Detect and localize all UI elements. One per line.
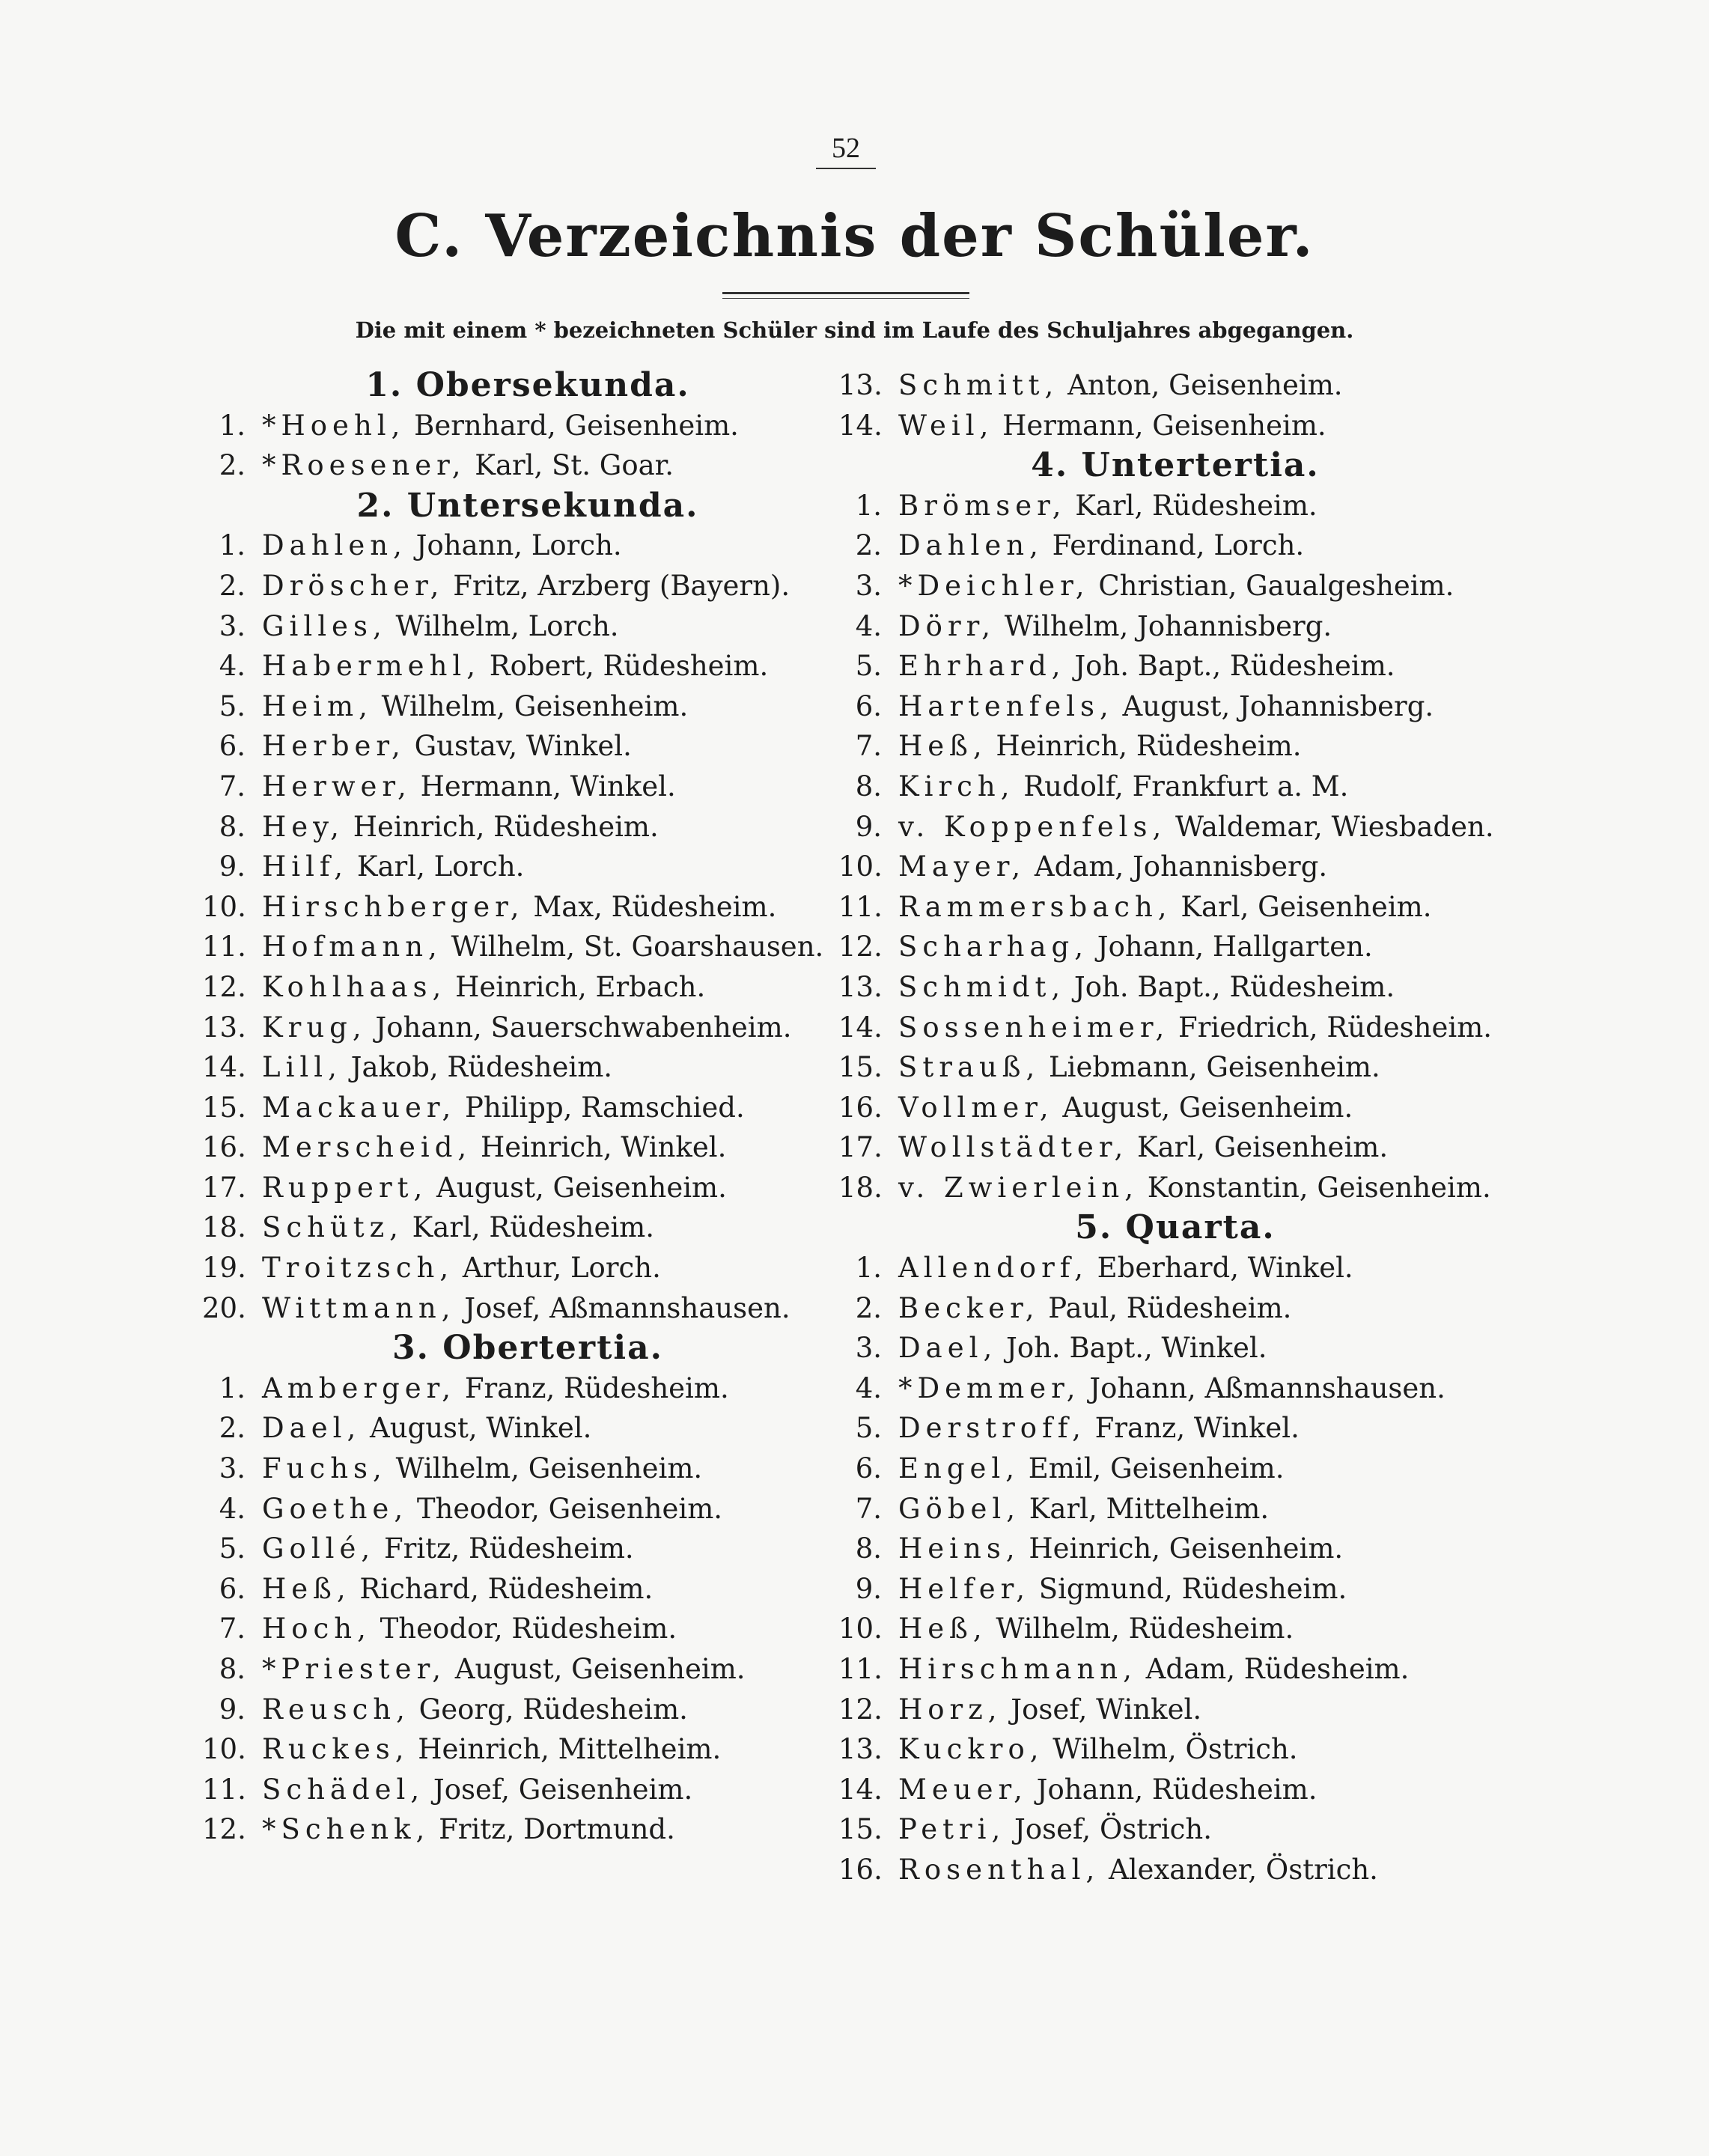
- student-entry: [838, 1008, 1512, 1048]
- student-details: Josef, Winkel.: [1011, 1693, 1202, 1726]
- student-surname: Schmitt,: [898, 369, 1059, 401]
- page-subtitle: Die mit einem * bezeichneten Schüler sind im Laufe des Schuljahres abgegangen.: [355, 317, 1354, 343]
- student-surname: Merscheid,: [262, 1131, 472, 1164]
- student-details: Alexander, Östrich.: [1108, 1853, 1378, 1886]
- student-entry: [202, 807, 853, 847]
- student-surname: *Schenk,: [262, 1813, 430, 1846]
- student-entry: [202, 847, 853, 887]
- student-details: Wilhelm, Johannisberg.: [1004, 609, 1332, 642]
- student-surname: Derstroff,: [898, 1412, 1086, 1445]
- student-details: Theodor, Rüdesheim.: [380, 1613, 677, 1645]
- student-number: 4.: [219, 1492, 246, 1525]
- student-surname: Sossenheimer,: [898, 1011, 1170, 1044]
- student-entry: [838, 566, 1512, 606]
- student-entry: [838, 1328, 1512, 1368]
- student-entry: [202, 967, 853, 1008]
- student-number: 13.: [202, 1011, 246, 1044]
- student-entry: [202, 686, 853, 727]
- student-details: Josef, Östrich.: [1014, 1813, 1212, 1846]
- student-surname: Ruppert,: [262, 1171, 428, 1204]
- class-heading: 3. Obertertia.: [392, 1329, 663, 1368]
- student-number: 11.: [838, 890, 883, 923]
- student-number: 4.: [855, 1371, 882, 1404]
- student-details: Robert, Rüdesheim.: [489, 650, 769, 683]
- student-surname: Dahlen,: [262, 529, 407, 562]
- student-surname: Hirschmann,: [898, 1653, 1137, 1685]
- student-details: Johann, Hallgarten.: [1097, 931, 1373, 963]
- student-details: Arthur, Lorch.: [462, 1252, 661, 1285]
- student-number: 1.: [219, 1371, 246, 1404]
- page-number: 52: [816, 132, 876, 169]
- student-details: Jakob, Rüdesheim.: [350, 1051, 613, 1084]
- student-number: 13.: [838, 1733, 883, 1766]
- student-entry: [202, 927, 853, 967]
- student-surname: Ehrhard,: [898, 650, 1066, 683]
- student-number: 15.: [202, 1091, 246, 1124]
- student-surname: Meuer,: [898, 1773, 1028, 1806]
- student-entry: [838, 1729, 1512, 1770]
- student-details: Wilhelm, Rüdesheim.: [996, 1613, 1294, 1645]
- student-entry: [202, 1208, 853, 1248]
- student-entry: [202, 1609, 853, 1649]
- student-entry: [838, 1489, 1512, 1529]
- student-number: 8.: [219, 810, 246, 843]
- student-details: Gustav, Winkel.: [414, 730, 632, 763]
- student-surname: Lill,: [262, 1051, 342, 1084]
- student-number: 5.: [855, 1412, 882, 1445]
- student-entry: [838, 1609, 1512, 1649]
- student-entry: [838, 365, 1512, 406]
- student-number: 8.: [855, 1532, 882, 1565]
- student-number: 11.: [202, 1773, 246, 1806]
- student-number: 11.: [202, 931, 246, 963]
- student-surname: Brömser,: [898, 489, 1067, 522]
- student-surname: Hofmann,: [262, 931, 442, 963]
- student-details: Franz, Winkel.: [1094, 1412, 1300, 1445]
- student-entry: [838, 526, 1512, 566]
- student-entry: [838, 1248, 1512, 1288]
- student-number: 7.: [219, 1613, 246, 1645]
- student-entry: [202, 406, 853, 446]
- student-details: Johann, Rüdesheim.: [1036, 1773, 1317, 1806]
- student-details: Heinrich, Winkel.: [480, 1131, 727, 1164]
- student-details: Johann, Sauerschwabenheim.: [375, 1011, 792, 1044]
- student-surname: *Deichler,: [898, 569, 1090, 602]
- student-entry: [838, 726, 1512, 767]
- student-surname: Gilles,: [262, 609, 387, 642]
- student-entry: [838, 1809, 1512, 1850]
- student-surname: Helfer,: [898, 1572, 1030, 1605]
- student-surname: Vollmer,: [898, 1091, 1054, 1124]
- student-number: 2.: [219, 1412, 246, 1445]
- student-surname: Gollé,: [262, 1532, 376, 1565]
- student-details: Heinrich, Rüdesheim.: [996, 730, 1302, 763]
- student-surname: Fuchs,: [262, 1452, 387, 1485]
- student-entry: [838, 1690, 1512, 1730]
- student-number: 8.: [219, 1653, 246, 1685]
- student-surname: Krug,: [262, 1011, 367, 1044]
- student-number: 8.: [855, 770, 882, 803]
- student-number: 5.: [855, 650, 882, 683]
- page-title: C. Verzeichnis der Schüler.: [394, 202, 1315, 270]
- student-number: 1.: [219, 529, 246, 562]
- student-details: Karl, Mittelheim.: [1029, 1492, 1270, 1525]
- student-details: Rudolf, Frankfurt a. M.: [1023, 770, 1349, 803]
- student-entry: [202, 767, 853, 807]
- student-surname: Göbel,: [898, 1492, 1021, 1525]
- student-surname: Schütz,: [262, 1211, 403, 1244]
- student-surname: Heim,: [262, 689, 373, 722]
- student-surname: Horz,: [898, 1693, 1002, 1726]
- student-entry: [838, 646, 1512, 686]
- student-surname: Amberger,: [262, 1371, 457, 1404]
- student-surname: Heß,: [898, 730, 987, 763]
- student-number: 9.: [219, 1693, 246, 1726]
- student-surname: Strauß,: [898, 1051, 1041, 1084]
- student-number: 7.: [219, 770, 246, 803]
- student-entry: [202, 646, 853, 686]
- student-surname: v. Koppenfels,: [898, 810, 1167, 843]
- student-surname: Herber,: [262, 730, 406, 763]
- student-number: 4.: [855, 609, 882, 642]
- student-entry: [202, 1168, 853, 1208]
- student-surname: Dörr,: [898, 609, 996, 642]
- student-number: 6.: [219, 1572, 246, 1605]
- student-entry: [838, 1047, 1512, 1088]
- student-entry: [838, 1368, 1512, 1409]
- student-details: Heinrich, Geisenheim.: [1029, 1532, 1344, 1565]
- student-surname: Habermehl,: [262, 650, 481, 683]
- student-entry: [838, 1088, 1512, 1128]
- student-entry: [838, 1449, 1512, 1489]
- student-number: 17.: [202, 1171, 246, 1204]
- student-surname: Herwer,: [262, 770, 412, 803]
- student-surname: Petri,: [898, 1813, 1006, 1846]
- student-number: 7.: [855, 1492, 882, 1525]
- student-surname: Rosenthal,: [898, 1853, 1100, 1886]
- student-entry: [202, 1127, 853, 1168]
- student-entry: [202, 1088, 853, 1128]
- student-details: August, Geisenheim.: [1062, 1091, 1353, 1124]
- student-surname: Becker,: [898, 1291, 1040, 1324]
- student-entry: [202, 887, 853, 928]
- student-number: 15.: [838, 1813, 883, 1846]
- student-details: Georg, Rüdesheim.: [418, 1693, 688, 1726]
- student-details: Liebmann, Geisenheim.: [1049, 1051, 1380, 1084]
- student-surname: Schmidt,: [898, 970, 1066, 1003]
- student-surname: Mackauer,: [262, 1091, 457, 1124]
- student-number: 10.: [202, 1733, 246, 1766]
- student-entry: [202, 1690, 853, 1730]
- student-entry: [202, 1529, 853, 1569]
- student-surname: Hirschberger,: [262, 890, 525, 923]
- student-number: 16.: [838, 1091, 883, 1124]
- student-surname: Weil,: [898, 409, 994, 442]
- student-details: August, Winkel.: [369, 1412, 592, 1445]
- student-entry: [202, 1408, 853, 1449]
- student-surname: Wollstädter,: [898, 1131, 1129, 1164]
- student-entry: [202, 1449, 853, 1489]
- student-details: Franz, Rüdesheim.: [464, 1371, 729, 1404]
- student-entry: [838, 1529, 1512, 1569]
- student-details: Joh. Bapt., Winkel.: [1005, 1332, 1267, 1365]
- student-number: 2.: [219, 569, 246, 602]
- student-entry: [838, 1569, 1512, 1610]
- class-heading: 4. Untertertia.: [1031, 446, 1320, 485]
- student-number: 2.: [855, 1291, 882, 1324]
- student-details: Christian, Gaualgesheim.: [1098, 569, 1454, 602]
- student-entry: [202, 606, 853, 647]
- student-surname: Dröscher,: [262, 569, 445, 602]
- student-details: Josef, Geisenheim.: [433, 1773, 693, 1806]
- student-entry: [202, 1008, 853, 1048]
- student-surname: *Hoehl,: [262, 409, 406, 442]
- student-details: Joh. Bapt., Rüdesheim.: [1074, 650, 1395, 683]
- student-details: Wilhelm, Geisenheim.: [395, 1452, 703, 1485]
- student-number: 12.: [202, 1813, 246, 1846]
- left-column: [202, 365, 853, 1850]
- student-entry: [202, 1047, 853, 1088]
- student-entry: [838, 1850, 1512, 1890]
- student-entry: [202, 1649, 853, 1690]
- student-details: Heinrich, Erbach.: [455, 970, 706, 1003]
- student-number: 14.: [838, 1011, 883, 1044]
- student-details: Friedrich, Rüdesheim.: [1178, 1011, 1493, 1044]
- student-number: 12.: [838, 931, 883, 963]
- student-details: Waldemar, Wiesbaden.: [1175, 810, 1494, 843]
- student-surname: Schädel,: [262, 1773, 425, 1806]
- student-number: 13.: [838, 970, 883, 1003]
- student-details: Fritz, Rüdesheim.: [383, 1532, 634, 1565]
- student-entry: [202, 445, 853, 486]
- student-number: 14.: [202, 1051, 246, 1084]
- student-number: 10.: [838, 850, 883, 883]
- student-details: Wilhelm, Geisenheim.: [381, 689, 689, 722]
- student-number: 10.: [202, 890, 246, 923]
- student-number: 16.: [838, 1853, 883, 1886]
- student-surname: Hoch,: [262, 1613, 371, 1645]
- student-entry: [202, 1770, 853, 1810]
- student-surname: Troitzsch,: [262, 1252, 454, 1285]
- class-heading: 5. Quarta.: [1075, 1208, 1276, 1247]
- student-number: 3.: [219, 609, 246, 642]
- student-details: Hermann, Winkel.: [420, 770, 676, 803]
- student-surname: *Priester,: [262, 1653, 446, 1685]
- class-heading: 1. Obersekunda.: [365, 366, 690, 404]
- student-entry: [838, 1168, 1512, 1208]
- student-details: Eberhard, Winkel.: [1097, 1252, 1353, 1285]
- student-number: 17.: [838, 1131, 883, 1164]
- student-number: 3.: [219, 1452, 246, 1485]
- student-details: Johann, Lorch.: [415, 529, 622, 562]
- student-entry: [838, 767, 1512, 807]
- student-number: 5.: [219, 689, 246, 722]
- student-surname: Heins,: [898, 1532, 1020, 1565]
- student-entry: [838, 967, 1512, 1008]
- student-number: 5.: [219, 1532, 246, 1565]
- student-details: Wilhelm, Östrich.: [1052, 1733, 1298, 1766]
- student-number: 1.: [855, 1252, 882, 1285]
- student-number: 9.: [855, 1572, 882, 1605]
- student-entry: [838, 1408, 1512, 1449]
- student-number: 18.: [838, 1171, 883, 1204]
- student-number: 6.: [855, 689, 882, 722]
- student-details: Heinrich, Rüdesheim.: [353, 810, 659, 843]
- student-number: 18.: [202, 1211, 246, 1244]
- student-details: Fritz, Arzberg (Bayern).: [453, 569, 790, 602]
- student-details: August, Geisenheim.: [436, 1171, 727, 1204]
- student-details: August, Johannisberg.: [1122, 689, 1434, 722]
- student-details: Bernhard, Geisenheim.: [414, 409, 739, 442]
- student-number: 19.: [202, 1252, 246, 1285]
- student-number: 12.: [202, 970, 246, 1003]
- student-details: Karl, Lorch.: [356, 850, 525, 883]
- student-surname: Heß,: [262, 1572, 351, 1605]
- student-details: Max, Rüdesheim.: [533, 890, 777, 923]
- student-details: Johann, Aßmannshausen.: [1089, 1371, 1446, 1404]
- student-entry: [202, 1569, 853, 1610]
- student-surname: Rammersbach,: [898, 890, 1172, 923]
- student-surname: Kuckro,: [898, 1733, 1044, 1766]
- student-number: 13.: [838, 369, 883, 401]
- title-rule-thin: [722, 298, 969, 299]
- student-number: 3.: [855, 1332, 882, 1365]
- title-rule: [722, 292, 969, 294]
- student-number: 14.: [838, 1773, 883, 1806]
- right-column: [838, 365, 1512, 1890]
- student-details: Karl, Rüdesheim.: [412, 1211, 655, 1244]
- student-number: 9.: [855, 810, 882, 843]
- student-surname: Kohlhaas,: [262, 970, 447, 1003]
- student-entry: [202, 726, 853, 767]
- student-entry: [838, 887, 1512, 928]
- student-number: 2.: [219, 449, 246, 482]
- student-details: Hermann, Geisenheim.: [1002, 409, 1326, 442]
- student-number: 15.: [838, 1051, 883, 1084]
- student-entry: [202, 1489, 853, 1529]
- student-entry: [202, 1248, 853, 1288]
- student-surname: Allendorf,: [898, 1252, 1088, 1285]
- student-surname: Ruckes,: [262, 1733, 409, 1766]
- student-number: 14.: [838, 409, 883, 442]
- student-entry: [838, 486, 1512, 526]
- student-surname: Heß,: [898, 1613, 987, 1645]
- student-details: Wilhelm, Lorch.: [395, 609, 619, 642]
- student-surname: Hartenfels,: [898, 689, 1114, 722]
- student-details: Paul, Rüdesheim.: [1048, 1291, 1292, 1324]
- student-entry: [838, 807, 1512, 847]
- student-entry: [202, 1288, 853, 1329]
- student-surname: Engel,: [898, 1452, 1020, 1485]
- student-surname: Kirch,: [898, 770, 1015, 803]
- student-entry: [838, 1649, 1512, 1690]
- student-surname: v. Zwierlein,: [898, 1171, 1139, 1204]
- student-surname: Hey,: [262, 810, 344, 843]
- student-entry: [838, 686, 1512, 727]
- student-number: 11.: [838, 1653, 883, 1685]
- student-details: Ferdinand, Lorch.: [1052, 529, 1305, 562]
- student-entry: [202, 1368, 853, 1409]
- student-entry: [838, 927, 1512, 967]
- student-entry: [838, 1288, 1512, 1329]
- student-number: 2.: [855, 529, 882, 562]
- student-entry: [838, 847, 1512, 887]
- student-details: Wilhelm, St. Goarshausen.: [451, 931, 824, 963]
- student-number: 20.: [202, 1291, 246, 1324]
- student-number: 16.: [202, 1131, 246, 1164]
- student-number: 10.: [838, 1613, 883, 1645]
- student-surname: Dael,: [262, 1412, 362, 1445]
- student-entry: [202, 1729, 853, 1770]
- student-details: Karl, Geisenheim.: [1181, 890, 1432, 923]
- student-details: Josef, Aßmannshausen.: [464, 1291, 790, 1324]
- student-entry: [202, 1809, 853, 1850]
- student-surname: *Demmer,: [898, 1371, 1081, 1404]
- student-details: Konstantin, Geisenheim.: [1147, 1171, 1491, 1204]
- student-number: 3.: [855, 569, 882, 602]
- student-entry: [838, 606, 1512, 647]
- class-heading: 2. Untersekunda.: [356, 486, 699, 525]
- student-details: Fritz, Dortmund.: [439, 1813, 675, 1846]
- student-surname: Dael,: [898, 1332, 998, 1365]
- student-details: Sigmund, Rüdesheim.: [1038, 1572, 1347, 1605]
- student-number: 6.: [219, 730, 246, 763]
- student-details: Anton, Geisenheim.: [1067, 369, 1343, 401]
- student-details: Karl, Geisenheim.: [1136, 1131, 1389, 1164]
- student-entry: [838, 1127, 1512, 1168]
- student-details: Heinrich, Mittelheim.: [418, 1733, 722, 1766]
- student-details: Adam, Rüdesheim.: [1145, 1653, 1410, 1685]
- student-details: Emil, Geisenheim.: [1028, 1452, 1285, 1485]
- student-details: Karl, St. Goar.: [475, 449, 674, 482]
- student-details: Karl, Rüdesheim.: [1075, 489, 1317, 522]
- student-number: 1.: [219, 409, 246, 442]
- student-entry: [838, 1770, 1512, 1810]
- student-surname: Goethe,: [262, 1492, 409, 1525]
- student-surname: Wittmann,: [262, 1291, 456, 1324]
- student-entry: [202, 566, 853, 606]
- student-surname: *Roesener,: [262, 449, 466, 482]
- student-details: Joh. Bapt., Rüdesheim.: [1073, 970, 1395, 1003]
- student-surname: Dahlen,: [898, 529, 1044, 562]
- student-details: August, Geisenheim.: [454, 1653, 746, 1685]
- student-details: Adam, Johannisberg.: [1034, 850, 1328, 883]
- student-surname: Reusch,: [262, 1693, 410, 1726]
- student-entry: [838, 406, 1512, 446]
- student-surname: Hilf,: [262, 850, 349, 883]
- student-details: Philipp, Ramschied.: [465, 1091, 745, 1124]
- student-surname: Scharhag,: [898, 931, 1088, 963]
- student-details: Theodor, Geisenheim.: [416, 1492, 723, 1525]
- student-number: 7.: [855, 730, 882, 763]
- student-number: 9.: [219, 850, 246, 883]
- student-number: 12.: [838, 1693, 883, 1726]
- student-number: 6.: [855, 1452, 882, 1485]
- student-number: 4.: [219, 650, 246, 683]
- student-details: Richard, Rüdesheim.: [359, 1572, 654, 1605]
- student-entry: [202, 526, 853, 566]
- student-surname: Mayer,: [898, 850, 1026, 883]
- student-number: 1.: [855, 489, 882, 522]
